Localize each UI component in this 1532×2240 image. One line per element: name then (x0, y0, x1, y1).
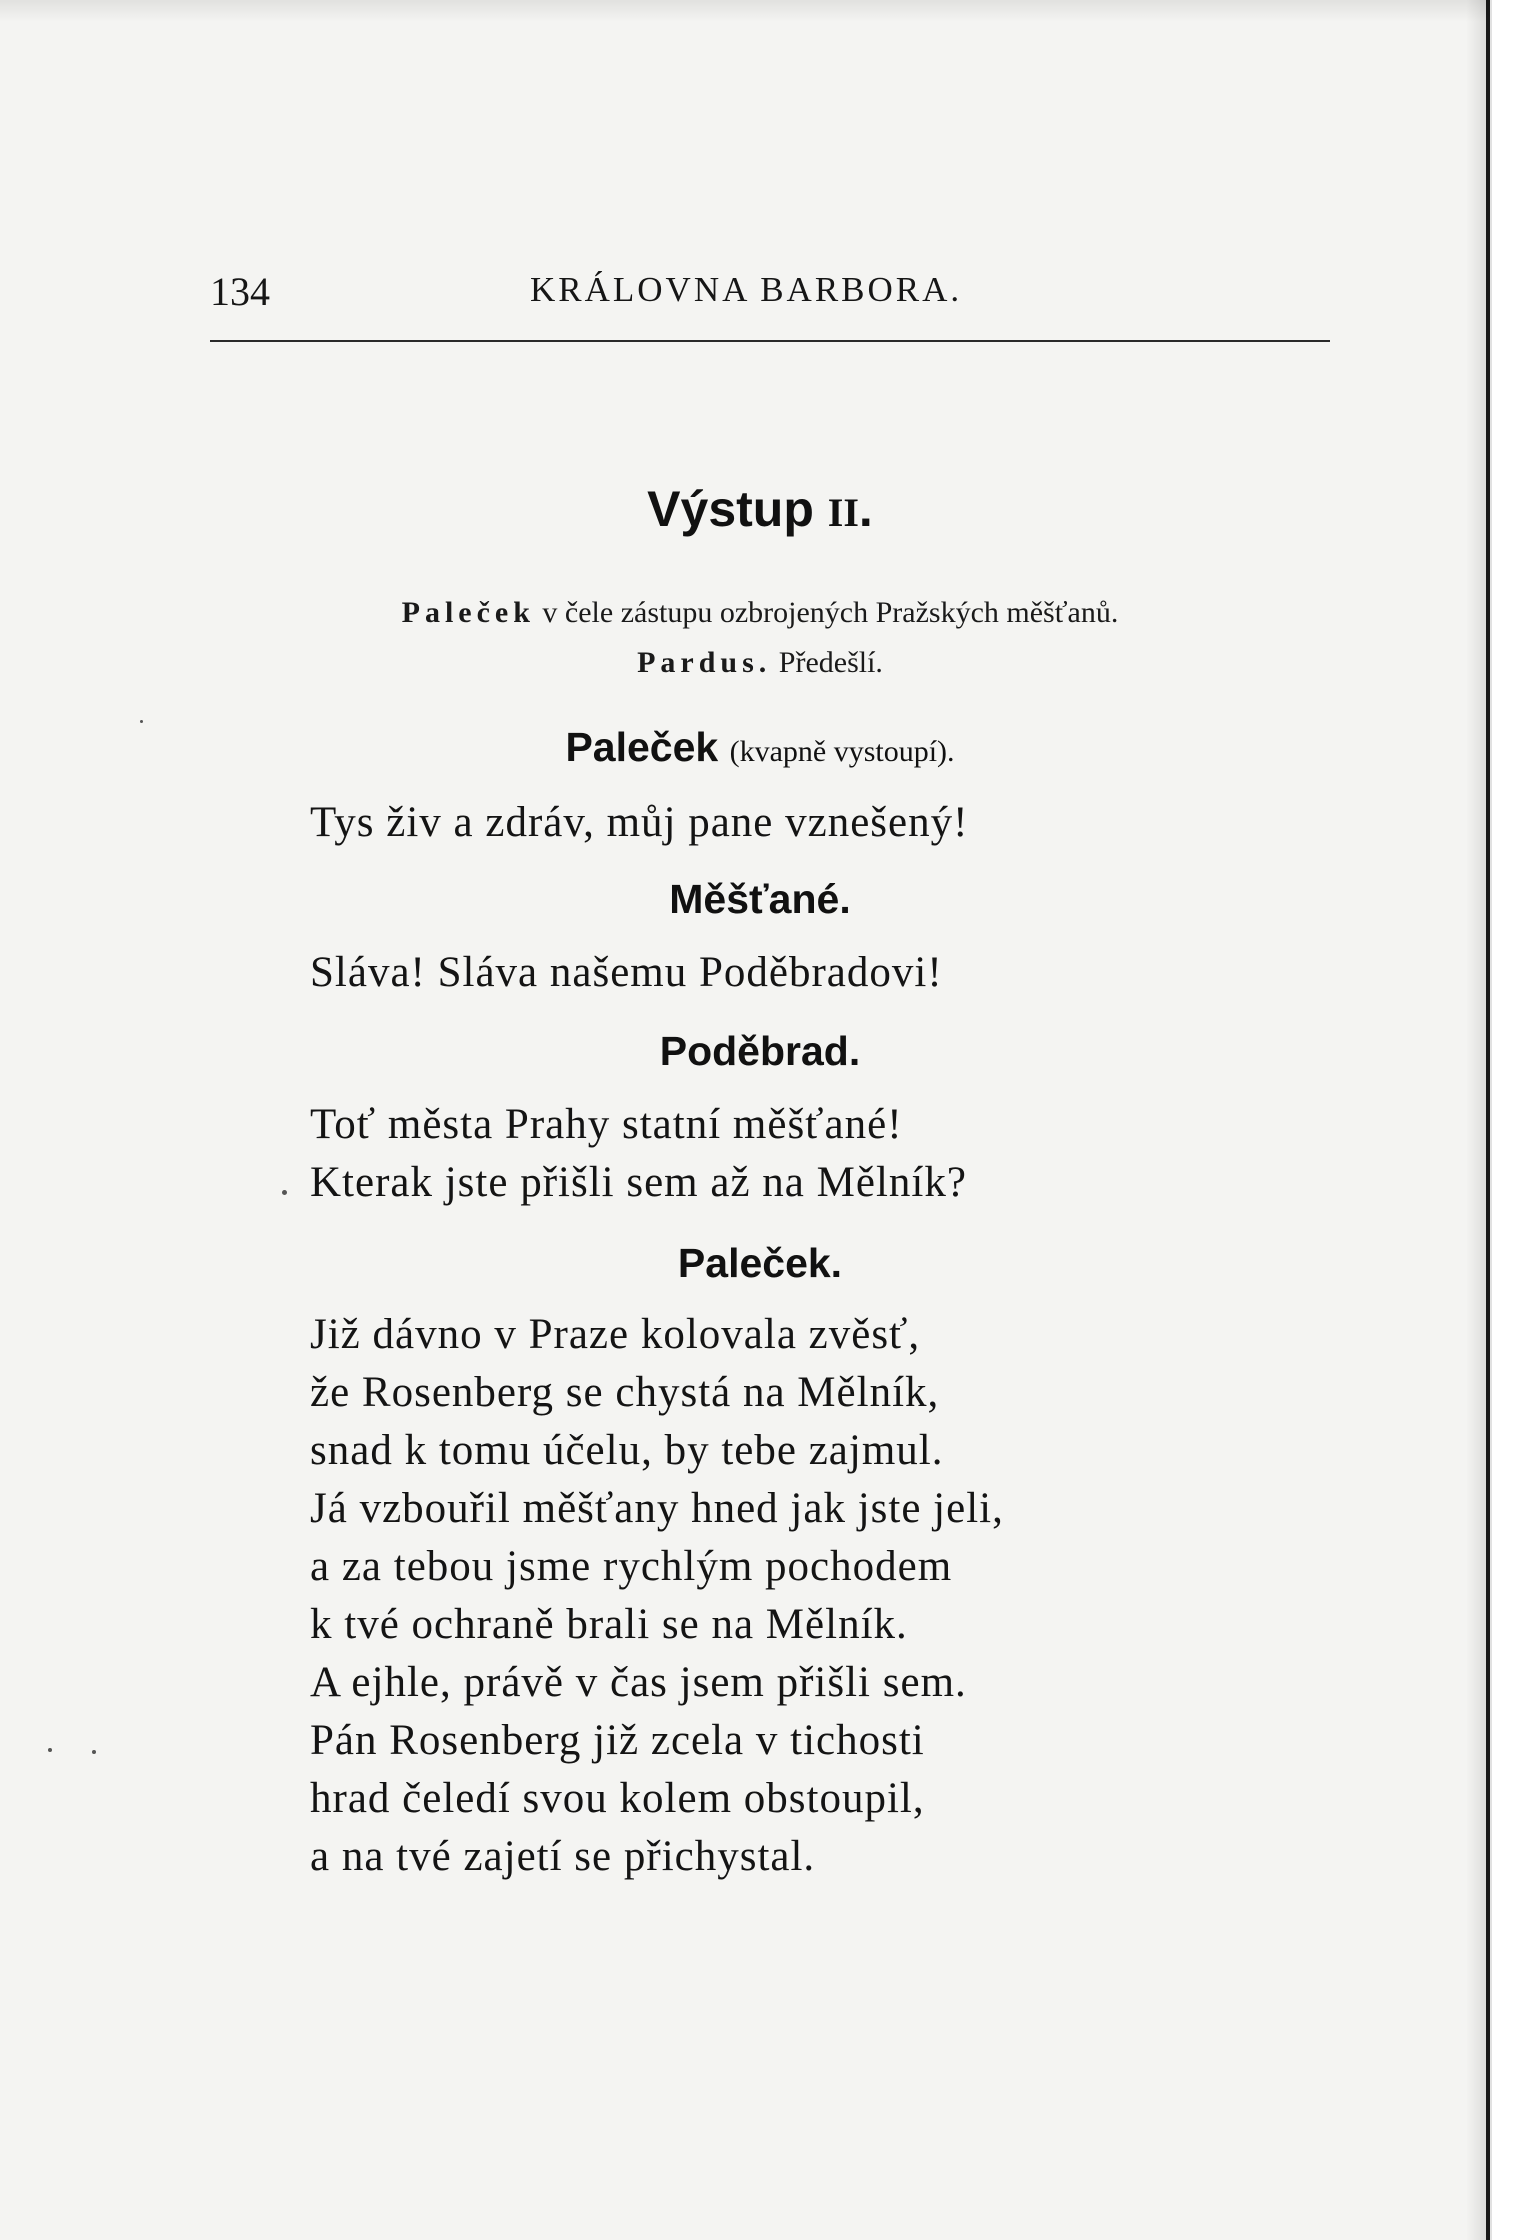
verse-line: Kterak jste přišli sem až na Mělník? (310, 1159, 967, 1206)
running-head (210, 268, 1330, 328)
scan-margin (1492, 0, 1532, 2240)
page-number: 134 (210, 269, 270, 314)
verse-line: Tys živ a zdráv, můj pane vznešený! (310, 799, 969, 846)
stage-speaker-2: Pardus. (637, 646, 772, 679)
scene-title-word: Výstup (647, 481, 814, 537)
speaker-direction: (kvapně vystoupí). (729, 735, 955, 768)
stage-direction-line-2 (0, 646, 1490, 680)
verse-line: Já vzbouřil měšťany hned jak jste jeli, (310, 1485, 1004, 1532)
scan-top-shadow (0, 0, 1490, 22)
header-rule (210, 340, 1330, 342)
stage-text-2: Předešlí. (778, 646, 883, 679)
verse-line: k tvé ochraně brali se na Mělník. (310, 1601, 908, 1648)
verse-line: snad k tomu účelu, by tebe zajmul. (310, 1427, 944, 1474)
speaker-name: Měšťané. (669, 876, 851, 922)
verse-line: a na tvé zajetí se přichystal. (310, 1833, 816, 1880)
speaker-name: Poděbrad. (659, 1028, 861, 1074)
speaker-heading (0, 1028, 1490, 1075)
scan-speck (282, 1190, 287, 1195)
scene-number: II (827, 490, 859, 535)
verse-line: A ejhle, právě v čas jsem přišli sem. (310, 1659, 967, 1706)
verse-line: Toť města Prahy statní měšťané! (310, 1101, 903, 1148)
speaker-heading (0, 876, 1490, 923)
verse-line: Sláva! Sláva našemu Poděbradovi! (310, 949, 943, 996)
book-title: KRÁLOVNA BARBORA. (530, 270, 963, 309)
speaker-name: Paleček. (677, 1240, 843, 1286)
speaker-heading (0, 1240, 1490, 1287)
stage-direction-line-1 (0, 596, 1490, 630)
verse-line: hrad čeledí svou kolem obstoupil, (310, 1775, 925, 1822)
scan-speck (92, 1750, 96, 1754)
speaker-name: Paleček (565, 724, 719, 770)
scene-title-period: . (858, 481, 873, 537)
scene-title (0, 480, 1490, 538)
verse-line: že Rosenberg se chystá na Mělník, (310, 1369, 940, 1416)
stage-text: v čele zástupu ozbrojených Pražských měšťanů. (542, 596, 1119, 629)
scan-speck (48, 1748, 52, 1752)
verse-line: a za tebou jsme rychlým pochodem (310, 1543, 953, 1590)
verse-line: Již dávno v Praze kolovala zvěsť, (310, 1311, 921, 1358)
scan-speck (140, 720, 143, 723)
verse-line: Pán Rosenberg již zcela v tichosti (310, 1717, 925, 1764)
scan-gutter-shadow (1466, 0, 1492, 2240)
stage-speaker: Paleček (401, 596, 535, 629)
speaker-heading (0, 724, 1490, 771)
